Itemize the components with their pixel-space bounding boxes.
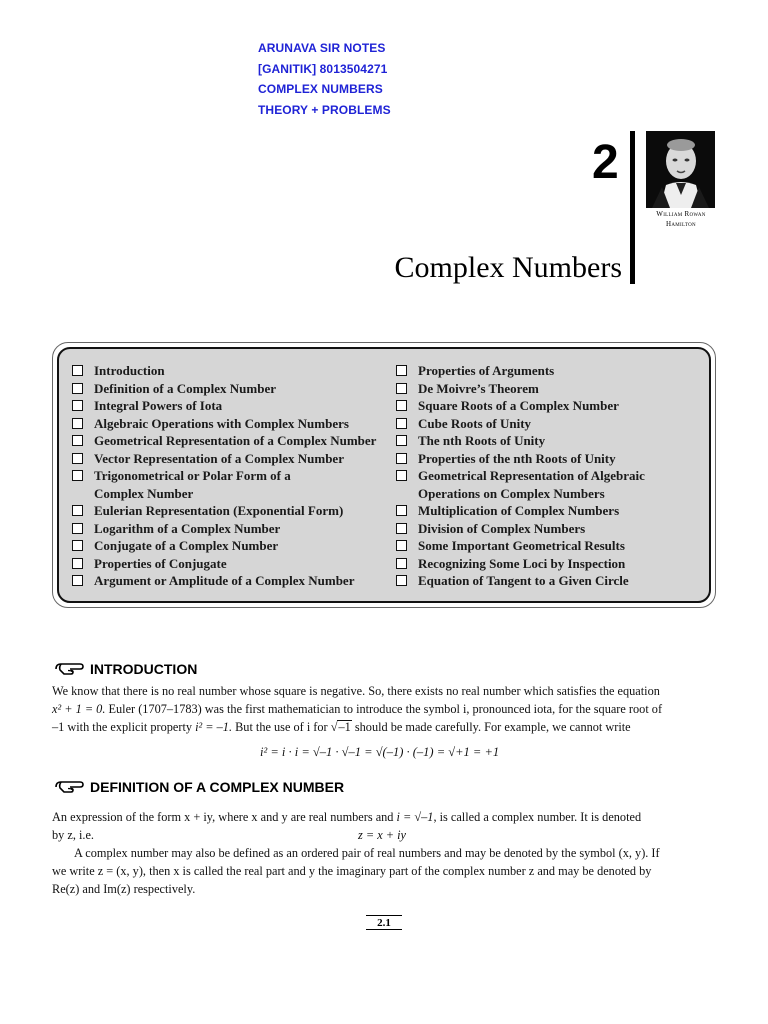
checkbox-icon	[396, 400, 407, 411]
toc-item-label: Trigonometrical or Polar Form of a	[94, 468, 291, 483]
checkbox-icon	[72, 558, 83, 569]
toc-item-continuation	[72, 485, 402, 503]
toc-item-label: Recognizing Some Loci by Inspection	[418, 555, 626, 571]
toc-item	[396, 520, 706, 538]
portrait-caption	[642, 209, 720, 229]
toc-item	[72, 520, 402, 538]
sqrt-expression: –1	[338, 720, 351, 734]
toc-item	[72, 380, 402, 398]
toc-item-label: Geometrical Representation of a Complex Number	[94, 433, 377, 448]
toc-item	[72, 450, 402, 468]
checkbox-icon	[72, 575, 83, 586]
toc-item	[396, 537, 706, 555]
checkbox-icon	[396, 523, 407, 534]
checkbox-icon	[72, 453, 83, 464]
checkbox-icon	[396, 418, 407, 429]
intro-text: Euler (1707–1783) was the first mathematician to introduce the symbol i, pronounced iota, for the square root of	[108, 702, 663, 716]
toc-item-label: Complex Number	[94, 485, 194, 501]
definition-text: by z, i.e.	[52, 828, 95, 842]
checkbox-icon	[396, 505, 407, 516]
checkbox-icon	[396, 435, 407, 446]
chapter-title: Complex Numbers	[394, 251, 622, 284]
toc-item-label: Introduction	[94, 363, 165, 378]
toc-item-label: Properties of the nth Roots of Unity	[418, 450, 616, 466]
toc-item-label: The nth Roots of Unity	[418, 433, 546, 448]
intro-paragraph	[52, 682, 718, 736]
intro-equation: i² = i · i = √–1 · √–1 = √(–1) · (–1) = √+1 = +1	[260, 745, 500, 759]
toc-item-label: Integral Powers of Iota	[94, 398, 223, 413]
page-number: 2.1	[366, 915, 402, 930]
toc-item-continuation	[396, 485, 706, 503]
pointing-hand-icon	[54, 661, 84, 677]
math-expression: i = √–1	[396, 810, 434, 824]
checkbox-icon	[396, 540, 407, 551]
toc-item-label: Operations on Complex Numbers	[418, 485, 605, 501]
toc-right-column	[396, 362, 706, 590]
toc-item	[72, 502, 402, 520]
toc-item	[72, 537, 402, 555]
checkbox-icon	[396, 470, 407, 481]
toc-item-label: Conjugate of a Complex Number	[94, 538, 279, 553]
toc-item	[396, 397, 706, 415]
checkbox-icon	[72, 540, 83, 551]
definition-line: we write z = (x, y), then x is called the real part and y the imaginary part of the complex number z and may be denoted by	[52, 864, 652, 878]
toc-item	[396, 432, 706, 450]
header-line: [GANITIK] 8013504271	[258, 61, 388, 76]
toc-item-label: Argument or Amplitude of a Complex Number	[94, 573, 355, 588]
toc-item-label: De Moivre’s Theorem	[418, 380, 539, 396]
toc-item	[396, 572, 706, 590]
toc-item-label: Properties of Conjugate	[94, 555, 227, 571]
toc-item	[396, 467, 706, 485]
toc-item	[72, 362, 402, 380]
header-line: COMPLEX NUMBERS	[258, 82, 383, 96]
toc-item-label: Geometrical Representation of Algebraic	[418, 468, 645, 483]
toc-item	[72, 415, 402, 433]
toc-item-label: Multiplication of Complex Numbers	[418, 503, 620, 518]
toc-item	[72, 432, 402, 450]
toc-item	[72, 572, 402, 590]
definition-line	[52, 826, 718, 844]
checkbox-icon	[396, 365, 407, 376]
toc-item-label: Equation of Tangent to a Given Circle	[418, 573, 629, 588]
toc-item	[396, 450, 706, 468]
section-heading-text: DEFINITION OF A COMPLEX NUMBER	[90, 779, 345, 795]
intro-line: We know that there is no real number whose square is negative. So, there exists no real number which satisfies the equation	[52, 684, 660, 698]
checkbox-icon	[396, 383, 407, 394]
checkbox-icon	[396, 558, 407, 569]
chapter-divider	[630, 131, 635, 284]
intro-text: But the use of i for	[235, 720, 328, 734]
definition-paragraph	[52, 808, 718, 898]
definition-line: A complex number may also be defined as an ordered pair of real numbers and may be denoted by the symbol (x, y). If	[74, 846, 660, 860]
toc-item	[396, 362, 706, 380]
toc-item-label: Cube Roots of Unity	[418, 415, 532, 431]
checkbox-icon	[72, 505, 83, 516]
portrait-image	[646, 131, 715, 208]
intro-text: –1 with the explicit property	[52, 720, 193, 734]
header-line: THEORY + PROBLEMS	[258, 102, 391, 117]
toc-item-label: Logarithm of a Complex Number	[94, 520, 281, 536]
definition-text: , is called a complex number. It is denoted	[433, 810, 642, 824]
definition-text: An expression of the form x + iy, where x and y are real numbers and	[52, 810, 394, 824]
toc-item-label: Eulerian Representation (Exponential Form)	[94, 503, 344, 518]
checkbox-icon	[396, 453, 407, 464]
checkbox-icon	[72, 523, 83, 534]
toc-left-column	[72, 362, 402, 590]
intro-line	[52, 700, 718, 718]
toc-item-label: Definition of a Complex Number	[94, 380, 276, 396]
checkbox-icon	[72, 400, 83, 411]
toc-item-label: Square Roots of a Complex Number	[418, 398, 619, 413]
toc-item	[396, 502, 706, 520]
math-expression: i² = –1.	[195, 720, 233, 734]
checkbox-icon	[396, 575, 407, 586]
header-notes	[258, 38, 391, 120]
checkbox-icon	[72, 365, 83, 376]
toc-item	[72, 397, 402, 415]
toc-item-label: Vector Representation of a Complex Number	[94, 450, 344, 466]
header-line: ARUNAVA SIR NOTES	[258, 41, 386, 55]
toc-item	[396, 415, 706, 433]
intro-text: should be made carefully. For example, we cannot write	[354, 720, 631, 734]
portrait-caption-line: Hamilton	[666, 220, 696, 228]
chapter-number: 2	[592, 136, 619, 189]
pointing-hand-icon	[54, 779, 84, 795]
math-expression: x² + 1 = 0.	[52, 702, 106, 716]
section-heading-text: INTRODUCTION	[90, 661, 198, 677]
checkbox-icon	[72, 470, 83, 481]
intro-line: –1 with the explicit property i² = –1. But the use of i for √–1 should be made carefully. For example, we cannot write	[52, 720, 631, 734]
toc-item	[396, 555, 706, 573]
toc-item-label: Algebraic Operations with Complex Numbers	[94, 415, 349, 431]
checkbox-icon	[72, 383, 83, 394]
toc-item-label: Properties of Arguments	[418, 363, 555, 378]
toc-item	[72, 555, 402, 573]
toc-item-label: Division of Complex Numbers	[418, 520, 586, 536]
toc-item	[72, 467, 402, 485]
math-expression: z = x + iy	[358, 828, 407, 842]
checkbox-icon	[72, 435, 83, 446]
checkbox-icon	[72, 418, 83, 429]
portrait-caption-line: William Rowan	[656, 210, 706, 218]
toc-item-label: Some Important Geometrical Results	[418, 538, 625, 553]
definition-line: Re(z) and Im(z) respectively.	[52, 882, 196, 896]
toc-item	[396, 380, 706, 398]
definition-line	[52, 808, 718, 826]
